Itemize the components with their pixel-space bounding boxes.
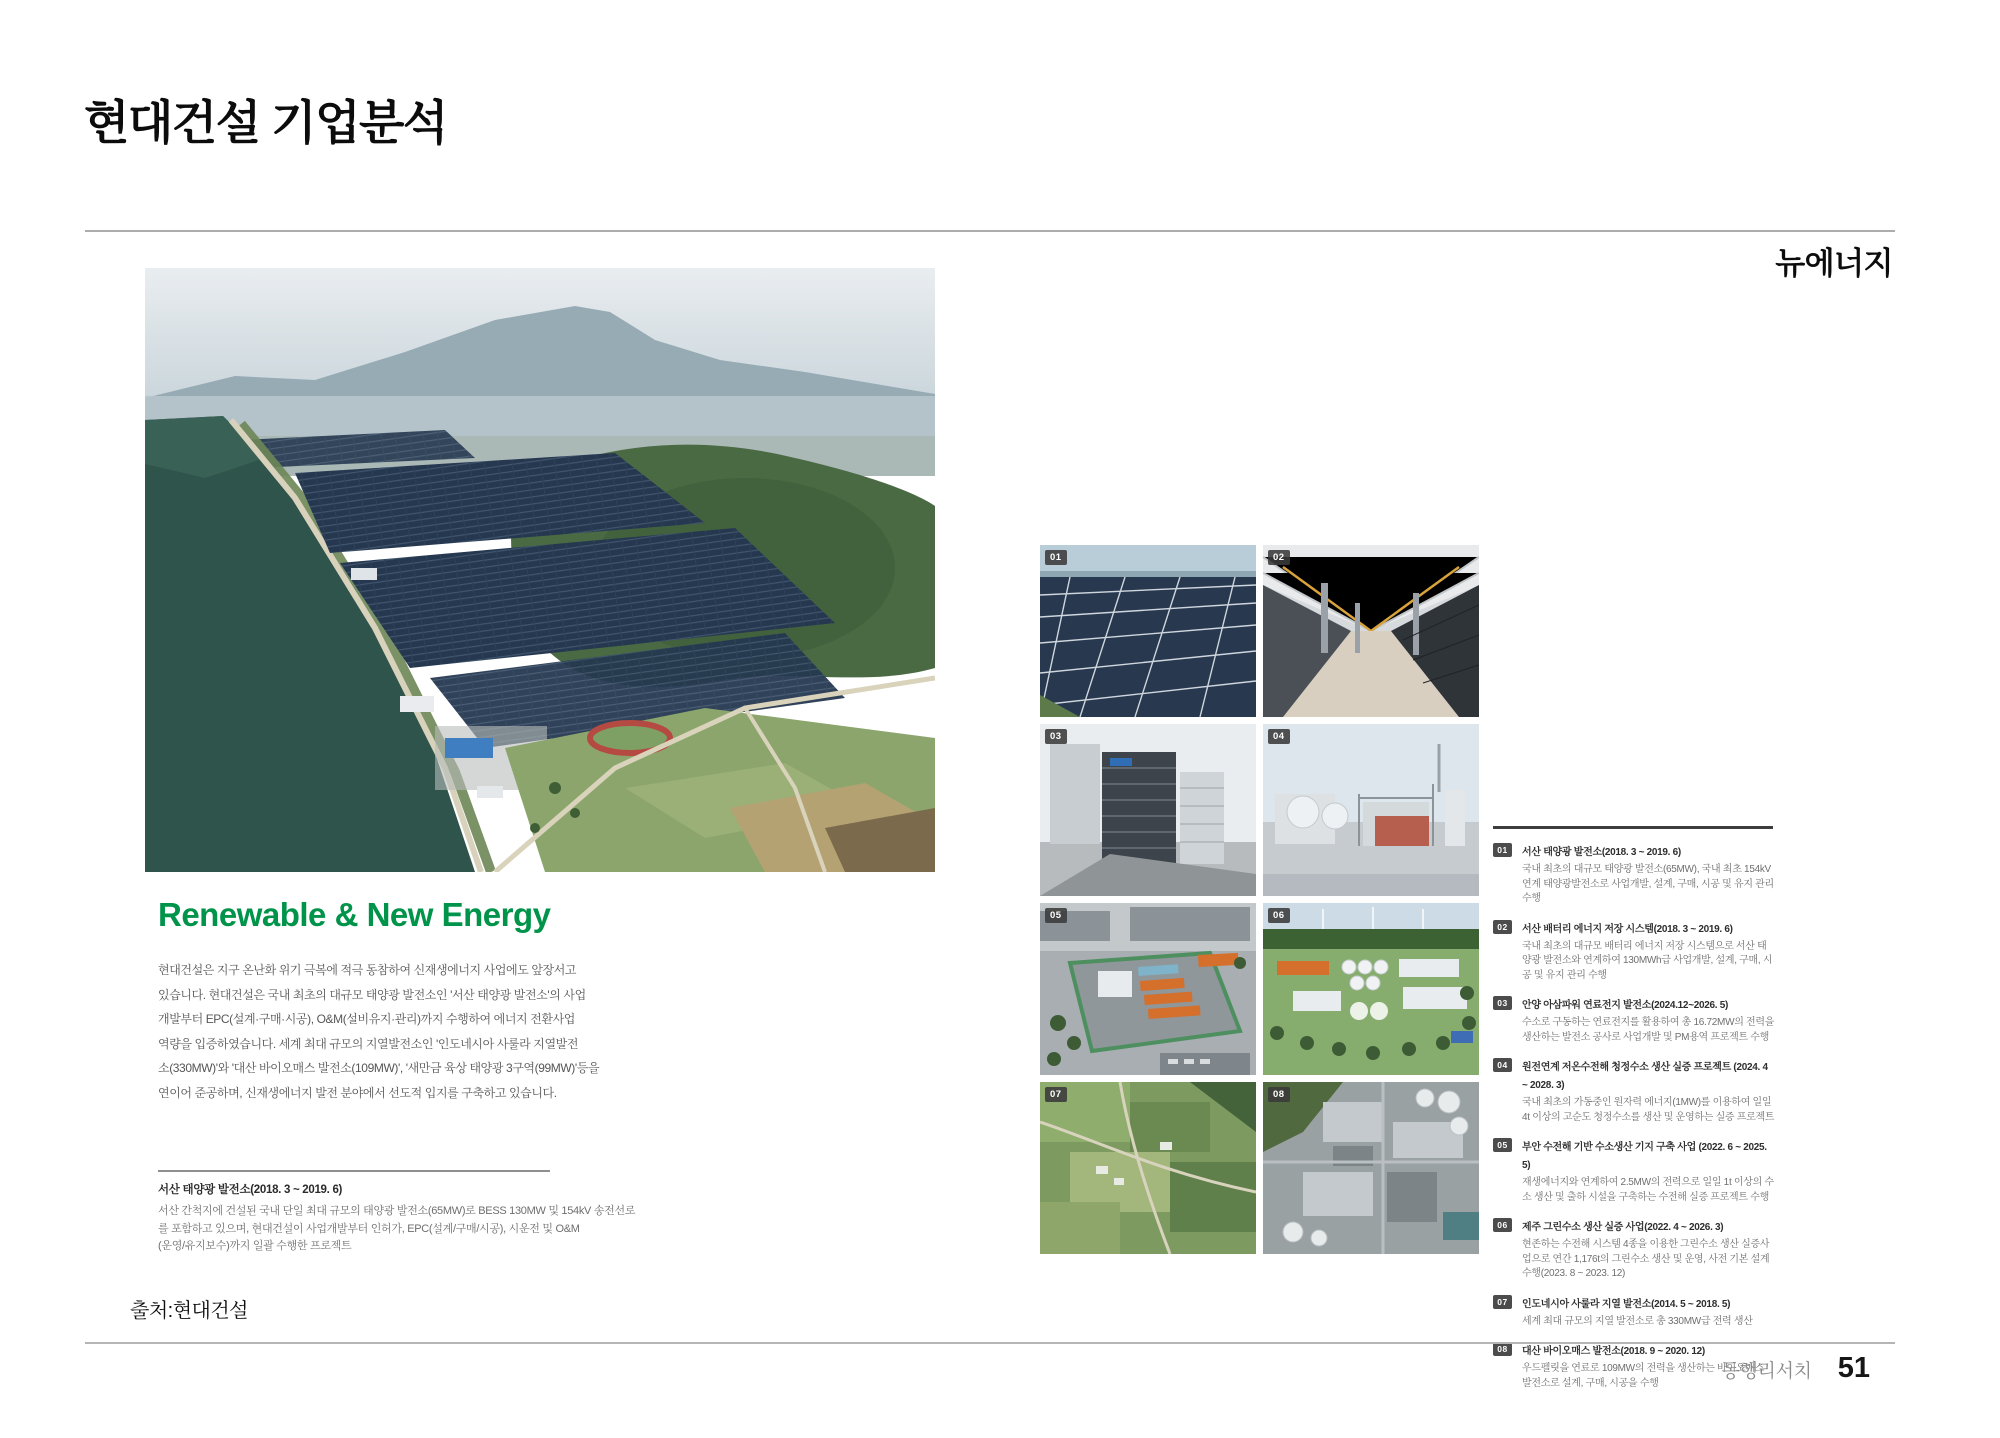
photo-number-badge: 04 [1268, 729, 1290, 744]
project-body-line: 를 포함하고 있으며, 현대건설이 사업개발부터 인허가, EPC(설계/구매/시공), 시운전 및 O&M [158, 1222, 580, 1235]
top-divider [85, 230, 1895, 232]
list-item [1493, 919, 1775, 984]
hero-photo-solar-farm-aerial [145, 268, 935, 872]
page-title: 현대건설 기업분석 [84, 96, 447, 149]
footer-page-number: 51 [1837, 1352, 1870, 1384]
list-item [1493, 995, 1775, 1045]
item-body: 현존하는 수전해 시스템 4종을 이용한 그린수소 생산 실증사업으로 연간 1,176t의 그린수소 생산 및 운영, 사전 기본 설계 수행(2023. 8 ~ 2023. 12) [1522, 1239, 1770, 1279]
project-description [158, 1203, 635, 1256]
paragraph-line: 있습니다. 현대건설은 국내 최초의 대규모 태양광 발전소인 '서산 태양광 발전소'의 사업 [158, 987, 586, 1002]
photo-number-badge: 02 [1268, 550, 1290, 565]
project-title: 서산 태양광 발전소(2018. 3 ~ 2019. 6) [158, 1184, 343, 1196]
list-item [1493, 1294, 1775, 1330]
item-body: 국내 최초의 대규모 태양광 발전소(65MW), 국내 최초 154kV 연계 태양광발전소로 사업개발, 설계, 구매, 시공 및 유지 관리 수행 [1522, 864, 1774, 904]
list-item [1493, 1217, 1775, 1282]
photo-tile-fuel-cell-building [1040, 724, 1256, 896]
project-list [1493, 842, 1775, 1403]
fuel-cell-building-illustration [1040, 724, 1256, 896]
photo-number-badge: 01 [1045, 550, 1067, 565]
item-body: 우드펠릿을 연료로 109MW의 전력을 생산하는 바이오매스 발전소로 설계, 구매, 시공을 수행 [1522, 1363, 1764, 1389]
item-number-badge: 03 [1493, 996, 1512, 1010]
item-title: 서산 배터리 에너지 저장 시스템(2018. 3 ~ 2019. 6) [1522, 923, 1733, 935]
list-item [1493, 842, 1775, 907]
item-body: 세계 최대 규모의 지열 발전소로 총 330MW급 전력 생산 [1522, 1315, 1753, 1327]
renewable-energy-heading: Renewable & New Energy [158, 896, 551, 933]
footer-divider [85, 1342, 1895, 1344]
intro-paragraph [158, 958, 599, 1105]
photo-tile-green-hydrogen-site-render [1263, 903, 1479, 1075]
hydrogen-plant-render-illustration [1263, 724, 1479, 896]
paragraph-line: 소(330MW)'와 '대산 바이오매스 발전소(109MW)', '새만금 육상 태양광 3구역(99MW)'등을 [158, 1061, 600, 1075]
footer [1721, 1352, 1870, 1385]
list-item [1493, 1057, 1775, 1125]
biomass-plant-aerial-illustration [1263, 1082, 1479, 1254]
item-number-badge: 04 [1493, 1058, 1512, 1072]
green-hydrogen-site-render-illustration [1263, 903, 1479, 1075]
photo-tile-battery-storage-interior [1263, 545, 1479, 717]
item-number-badge: 07 [1493, 1295, 1512, 1309]
item-body: 국내 최초의 가동중인 원자력 에너지(1MW)를 이용하여 일일 4t 이상의 고순도 청정수소를 생산 및 운영하는 실증 프로젝트 [1522, 1097, 1775, 1123]
geothermal-site-aerial-illustration [1040, 1082, 1256, 1254]
project-divider [158, 1170, 550, 1172]
project-body-line: 서산 간척지에 건설된 국내 단일 최대 규모의 태양광 발전소(65MW)로 BESS 130MW 및 154kV 송전선로 [158, 1205, 636, 1217]
photo-number-badge: 08 [1268, 1087, 1290, 1102]
photo-tile-solar-panel-field [1040, 545, 1256, 717]
item-body: 수소로 구동하는 연료전지를 활용하여 총 16.72MW의 전력을 생산하는 발전소 공사로 사업개발 및 PM용역 프로젝트 수행 [1522, 1017, 1775, 1043]
item-title: 안양 아삼파워 연료전지 발전소(2024.12~2026. 5) [1522, 1000, 1729, 1011]
solar-farm-aerial-illustration [145, 268, 935, 872]
item-title: 인도네시아 사룰라 지열 발전소(2014. 5 ~ 2018. 5) [1522, 1298, 1731, 1310]
item-title: 원전연계 저온수전해 청정수소 생산 실증 프로젝트 (2024. 4 ~ 2028. 3) [1522, 1062, 1768, 1091]
photo-grid [1040, 545, 1479, 1254]
item-number-badge: 05 [1493, 1138, 1512, 1152]
list-item [1493, 1137, 1775, 1205]
paragraph-line: 역량을 입증하였습니다. 세계 최대 규모의 지열발전소인 '인도네시아 사룰라 지열발전 [158, 1036, 579, 1051]
item-number-badge: 08 [1493, 1342, 1512, 1356]
photo-tile-container-facility-render [1040, 903, 1256, 1075]
source-note: 출처:현대건설 [130, 1300, 248, 1322]
photo-number-badge: 06 [1268, 908, 1290, 923]
item-title: 제주 그린수소 생산 실증 사업(2022. 4 ~ 2026. 3) [1522, 1222, 1724, 1233]
photo-number-badge: 07 [1045, 1087, 1067, 1102]
item-title: 서산 태양광 발전소(2018. 3 ~ 2019. 6) [1522, 847, 1681, 858]
container-facility-render-illustration [1040, 903, 1256, 1075]
project-body-line: (운영/유지보수)까지 일괄 수행한 프로젝트 [158, 1240, 352, 1252]
photo-tile-biomass-plant-aerial [1263, 1082, 1479, 1254]
photo-tile-geothermal-site-aerial [1040, 1082, 1256, 1254]
item-title: 부안 수전해 기반 수소생산 기지 구축 사업 (2022. 6 ~ 2025. 5) [1522, 1142, 1767, 1171]
paragraph-line: 현대건설은 지구 온난화 위기 극복에 적극 동참하여 신재생에너지 사업에도 앞장서고 [158, 963, 577, 977]
photo-number-badge: 03 [1045, 729, 1067, 744]
item-number-badge: 02 [1493, 920, 1512, 934]
project-list-divider [1493, 826, 1773, 829]
battery-storage-interior-illustration [1263, 545, 1479, 717]
item-body: 재생에너지와 연계하여 2.5MW의 전력으로 일일 1t 이상의 수소 생산 및 출하 시설을 구축하는 수전해 실증 프로젝트 수행 [1522, 1177, 1774, 1203]
paragraph-line: 연이어 준공하며, 신재생에너지 발전 분야에서 선도적 입지를 구축하고 있습니다. [158, 1085, 557, 1100]
item-title: 대산 바이오매스 발전소(2018. 9 ~ 2020. 12) [1522, 1346, 1705, 1357]
item-number-badge: 06 [1493, 1218, 1512, 1232]
footer-brand: 동행리서치 [1721, 1361, 1812, 1382]
solar-panel-field-illustration [1040, 545, 1256, 717]
item-number-badge: 01 [1493, 843, 1512, 857]
photo-number-badge: 05 [1045, 908, 1067, 923]
item-body: 국내 최초의 대규모 배터리 에너지 저장 시스템으로 서산 태양광 발전소와 연계하여 130MWh급 사업개발, 설계, 구매, 시공 및 유지 관리 수행 [1522, 940, 1773, 981]
photo-tile-hydrogen-plant-render [1263, 724, 1479, 896]
section-label: 뉴에너지 [1775, 246, 1893, 281]
paragraph-line: 개발부터 EPC(설계·구매·시공), O&M(설비유지·관리)까지 수행하여 에너지 전환사업 [158, 1012, 575, 1026]
